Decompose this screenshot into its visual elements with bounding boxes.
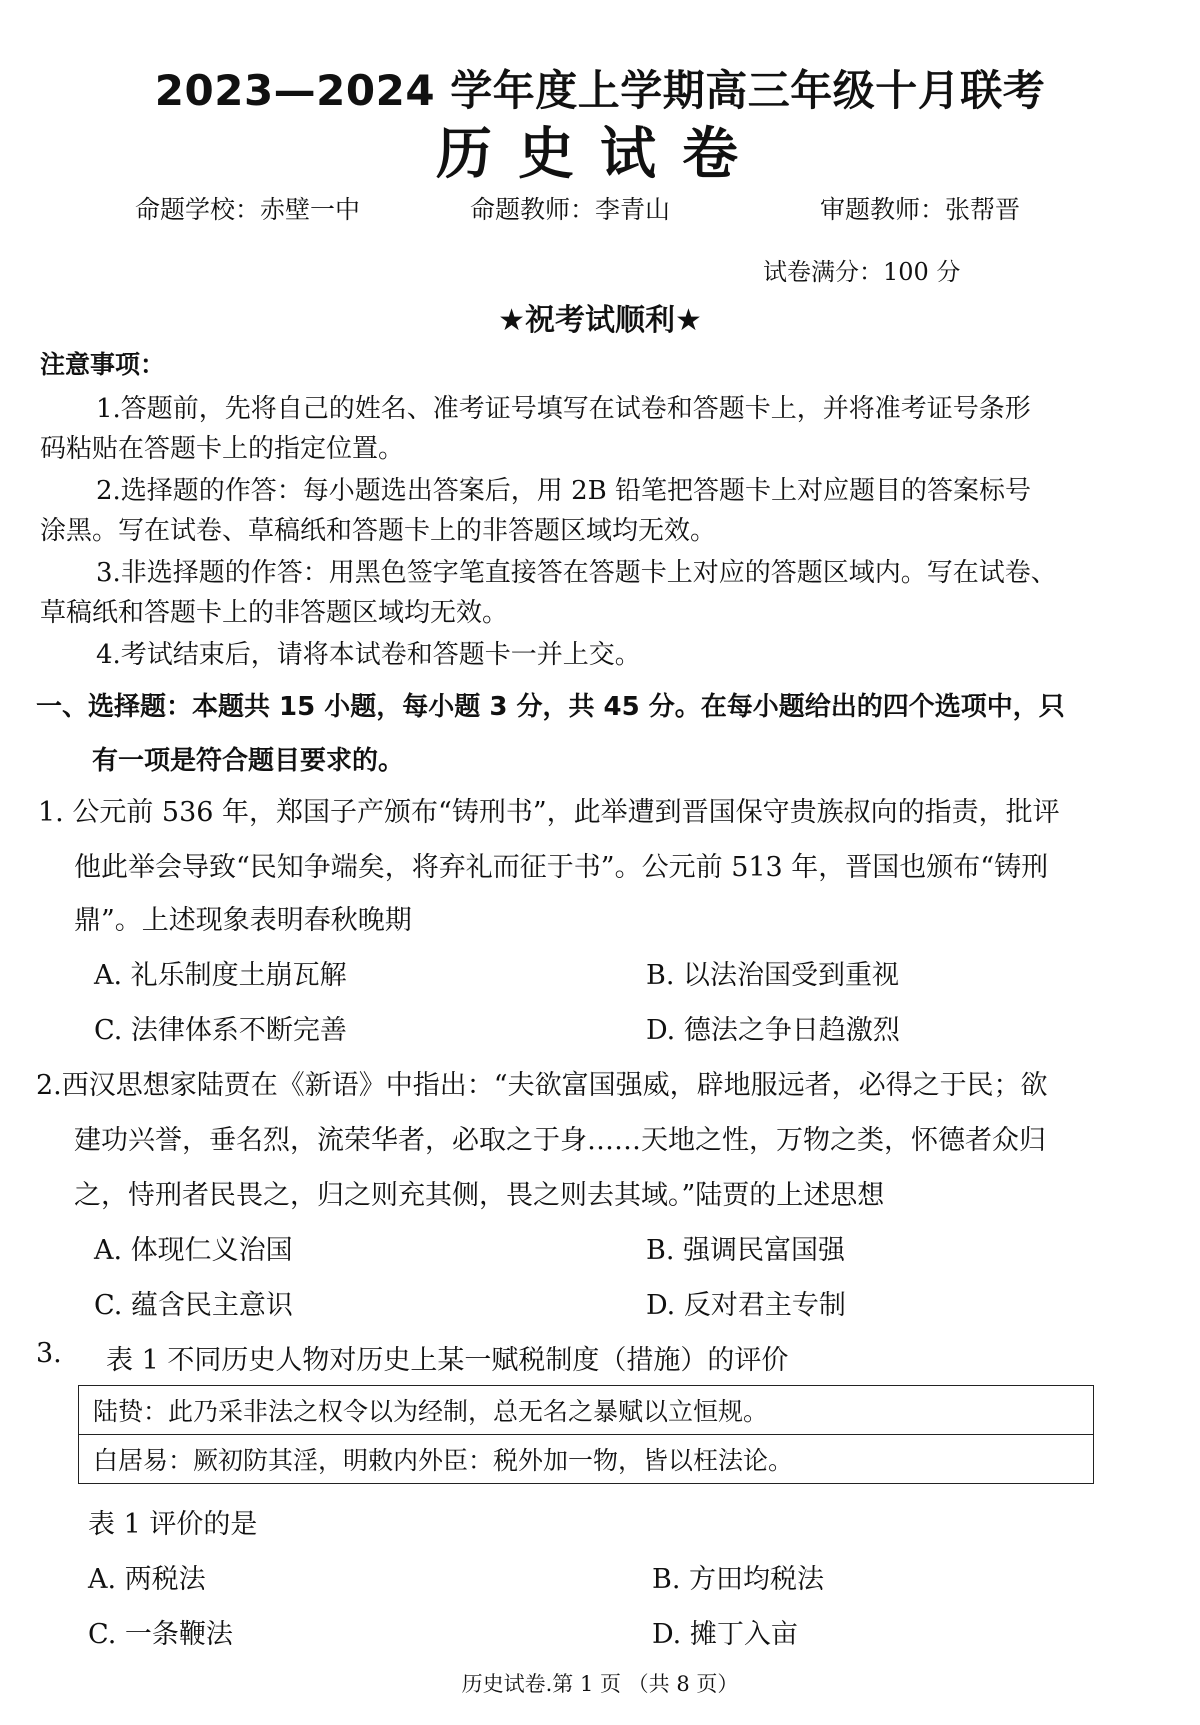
question-1-option-c[interactable]: C. 法律体系不断完善 (94, 1015, 347, 1046)
exam-title: 2023—2024 学年度上学期高三年级十月联考 (154, 66, 1046, 115)
table-caption: 表 1 不同历史人物对历史上某一赋税制度（措施）的评价 (106, 1345, 789, 1376)
question-2-stem: 之，恃刑者民畏之，归之则充其侧，畏之则去其域。”陆贾的上述思想 (74, 1180, 885, 1211)
blessing: ★祝考试顺利★ (498, 303, 702, 338)
table-cell: 白居易：厥初防其淫，明敕内外臣：税外加一物，皆以枉法论。 (79, 1435, 1094, 1484)
subject-title: 历史试卷 (436, 122, 764, 187)
notice-line: 1.答题前，先将自己的姓名、准考证号填写在试卷和答题卡上，并将准考证号条形 (96, 394, 1031, 424)
notice-line: 2.选择题的作答：每小题选出答案后，用 2B 铅笔把答题卡上对应题目的答案标号 (96, 476, 1031, 506)
question-1-option-a[interactable]: A. 礼乐制度土崩瓦解 (94, 960, 347, 991)
question-1-stem: 1. 公元前 536 年，郑国子产颁布“铸刑书”，此举遭到晋国保守贵族叔向的指责，批评 (38, 797, 1060, 828)
evaluation-table (78, 1385, 1094, 1484)
section-heading: 有一项是符合题目要求的。 (92, 746, 405, 776)
table-row (79, 1386, 1094, 1435)
notice-line: 3.非选择题的作答：用黑色签字笔直接答在答题卡上对应的答题区域内。写在试卷、 (96, 558, 1057, 588)
question-3-number: 3. (36, 1338, 62, 1369)
notice-heading: 注意事项： (40, 350, 166, 379)
notice-line: 草稿纸和答题卡上的非答题区域均无效。 (40, 598, 509, 628)
question-2-option-d[interactable]: D. 反对君主专制 (646, 1290, 846, 1321)
question-2-stem: 2.西汉思想家陆贾在《新语》中指出：“夫欲富国强威，辟地服远者，必得之于民；欲 (36, 1070, 1048, 1101)
question-3-option-d[interactable]: D. 摊丁入亩 (652, 1619, 798, 1650)
question-2-stem: 建功兴誉，垂名烈，流荣华者，必取之于身……天地之性，万物之类，怀德者众归 (74, 1125, 1046, 1156)
notice-line: 涂黑。写在试卷、草稿纸和答题卡上的非答题区域均无效。 (40, 516, 717, 546)
question-1-stem: 他此举会导致“民知争端矣，将弃礼而征于书”。公元前 513 年，晋国也颁布“铸刑 (74, 852, 1049, 883)
section-heading: 一、选择题：本题共 15 小题，每小题 3 分，共 45 分。在每小题给出的四个选项中，只 (36, 692, 1065, 722)
question-2-option-b[interactable]: B. 强调民富国强 (646, 1235, 846, 1266)
page-footer: 历史试卷.第 1 页 （共 8 页） (461, 1672, 739, 1696)
table-cell: 陆贽：此乃采非法之权令以为经制，总无名之暴赋以立恒规。 (79, 1386, 1094, 1435)
table-row (79, 1435, 1094, 1484)
notice-line: 4.考试结束后，请将本试卷和答题卡一并上交。 (96, 640, 641, 670)
question-3-option-a[interactable]: A. 两税法 (88, 1564, 206, 1595)
question-3-option-b[interactable]: B. 方田均税法 (652, 1564, 825, 1595)
question-1-option-b[interactable]: B. 以法治国受到重视 (646, 960, 900, 991)
question-2-option-a[interactable]: A. 体现仁义治国 (94, 1235, 293, 1266)
question-3-option-c[interactable]: C. 一条鞭法 (88, 1619, 233, 1650)
question-3-stem: 表 1 评价的是 (88, 1509, 258, 1540)
notice-line: 码粘贴在答题卡上的指定位置。 (40, 434, 405, 464)
full-score: 试卷满分：100 分 (763, 258, 961, 286)
reviewer-teacher: 审题教师：张帮晋 (820, 195, 1021, 224)
question-1-stem: 鼎”。上述现象表明春秋晚期 (74, 905, 412, 936)
question-2-option-c[interactable]: C. 蕴含民主意识 (94, 1290, 293, 1321)
question-1-option-d[interactable]: D. 德法之争日趋激烈 (646, 1015, 900, 1046)
setter-teacher: 命题教师：李青山 (470, 195, 671, 224)
setter-school: 命题学校：赤壁一中 (135, 195, 361, 224)
